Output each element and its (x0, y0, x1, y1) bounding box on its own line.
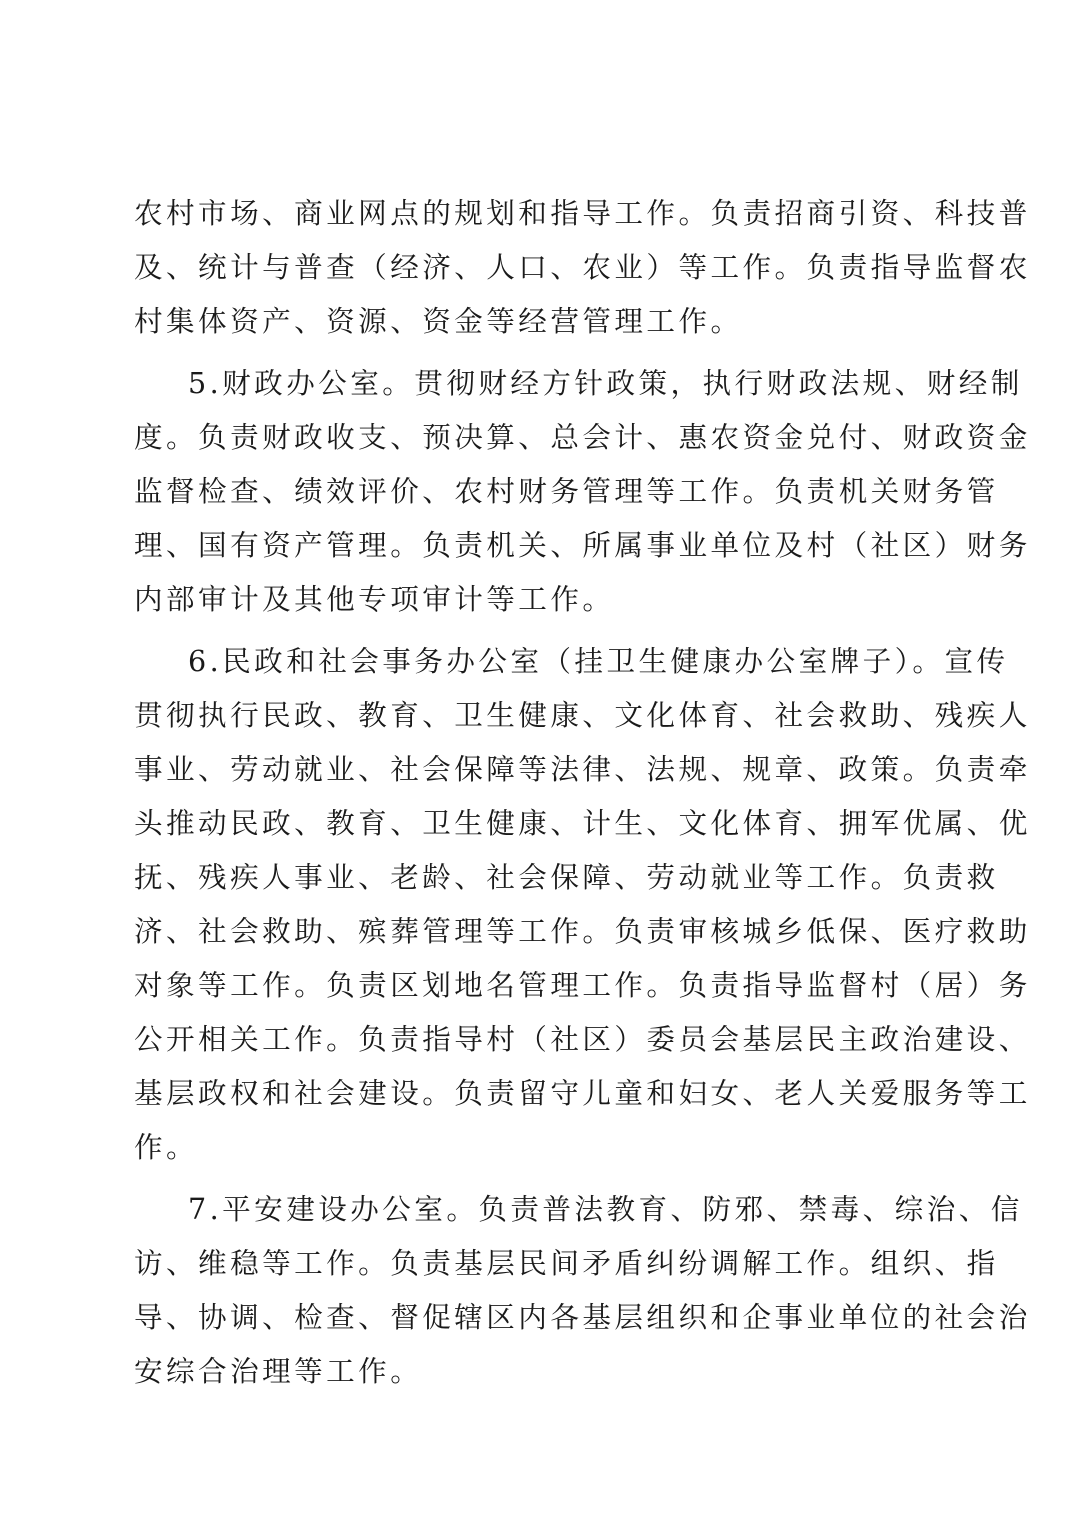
paragraph (134, 186, 1031, 348)
text-line: 及、统计与普查（经济、人口、农业）等工作。负责指导监督农 (134, 250, 1031, 284)
text-line: 导、协调、检查、督促辖区内各基层组织和企事业单位的社会治 (134, 1300, 1031, 1334)
text-line: 村集体资产、资源、资金等经营管理工作。 (134, 304, 743, 338)
text-line: 6.民政和社会事务办公室（挂卫生健康办公室牌子）。宣传 (188, 644, 1009, 678)
text-line: 基层政权和社会建设。负责留守儿童和妇女、老人关爱服务等工 (134, 1076, 1031, 1110)
text-line: 安综合治理等工作。 (134, 1354, 423, 1388)
text-line: 事业、劳动就业、社会保障等法律、法规、规章、政策。负责牵 (134, 752, 1031, 786)
text-line: 贯彻执行民政、教育、卫生健康、文化体育、社会救助、残疾人 (134, 698, 1031, 732)
text-line: 公开相关工作。负责指导村（社区）委员会基层民主政治建设、 (134, 1022, 1031, 1056)
text-line: 监督检查、绩效评价、农村财务管理等工作。负责机关财务管 (134, 474, 999, 508)
text-line: 访、维稳等工作。负责基层民间矛盾纠纷调解工作。组织、指 (134, 1246, 999, 1280)
text-line: 济、社会救助、殡葬管理等工作。负责审核城乡低保、医疗救助 (134, 914, 1031, 948)
text-line: 度。负责财政收支、预决算、总会计、惠农资金兑付、财政资金 (134, 420, 1031, 454)
text-line: 抚、残疾人事业、老龄、社会保障、劳动就业等工作。负责救 (134, 860, 999, 894)
paragraph (134, 634, 1031, 1174)
text-line: 内部审计及其他专项审计等工作。 (134, 582, 615, 616)
text-line: 头推动民政、教育、卫生健康、计生、文化体育、拥军优属、优 (134, 806, 1031, 840)
paragraph (134, 1182, 1031, 1398)
text-line: 对象等工作。负责区划地名管理工作。负责指导监督村（居）务 (134, 968, 1031, 1002)
text-line: 7.平安建设办公室。负责普法教育、防邪、禁毒、综治、信 (188, 1192, 1023, 1226)
text-line: 农村市场、商业网点的规划和指导工作。负责招商引资、科技普 (134, 196, 1031, 230)
text-line: 理、国有资产管理。负责机关、所属事业单位及村（社区）财务 (134, 528, 1031, 562)
document-body (134, 186, 1031, 1398)
paragraph (134, 356, 1031, 626)
text-line: 作。 (134, 1130, 199, 1164)
text-line: 5.财政办公室。贯彻财经方针政策，执行财政法规、财经制 (188, 366, 1023, 400)
